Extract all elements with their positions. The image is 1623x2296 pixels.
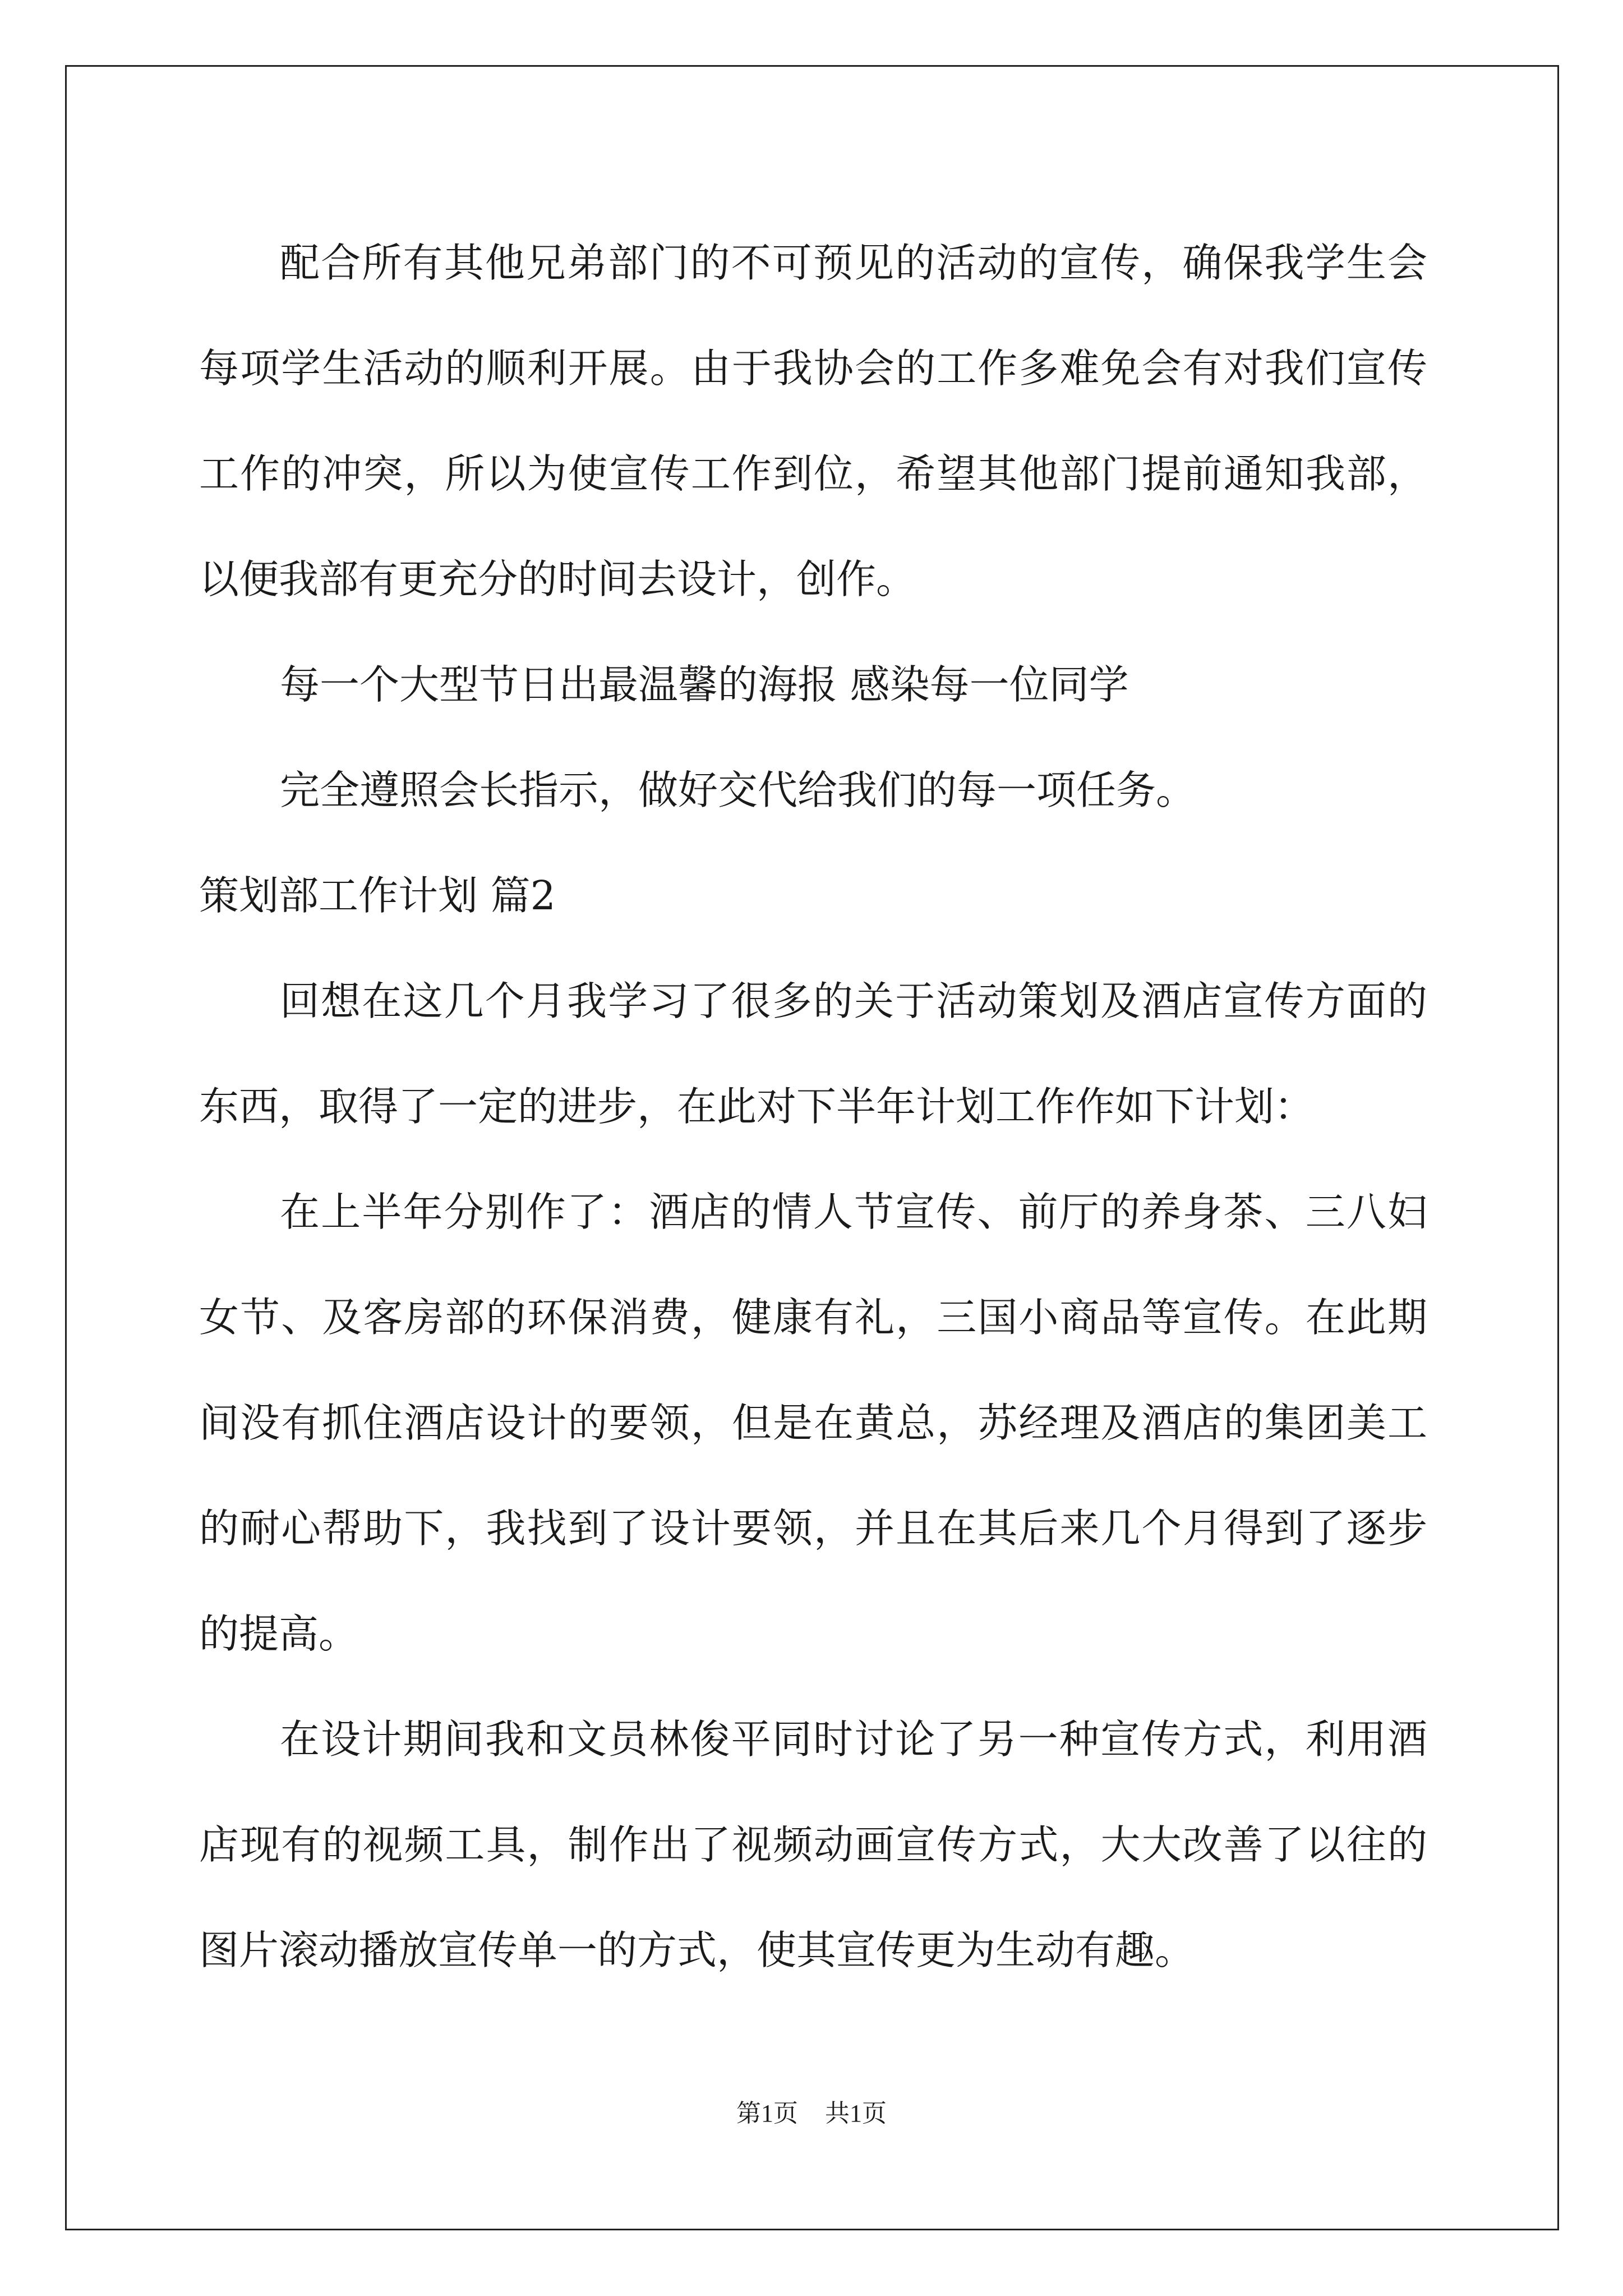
paragraph-video-publicity: 在设计期间我和文员林俊平同时讨论了另一种宣传方式，利用酒店现有的视频工具，制作出了视频动画宣传方式，大大改善了以往的图片滚动播放宣传单一的方式，使其宣传更为生动有趣。 — [199, 1716, 1427, 1973]
page-number-current: 第1页 — [736, 2100, 798, 2127]
page-footer — [0, 2097, 1623, 2131]
paragraph-follow-instructions: 完全遵照会长指示，做好交代给我们的每一项任务。 — [280, 767, 1196, 813]
paragraph-holiday-posters: 每一个大型节日出最温馨的海报 感染每一位同学 — [280, 661, 1129, 708]
page-number-total: 共1页 — [825, 2100, 887, 2127]
paragraph-publicity-cooperation: 配合所有其他兄弟部门的不可预见的活动的宣传，确保我学生会每项学生活动的顺利开展。由于我协会的工作多难免会有对我们宣传工作的冲突，所以为使宣传工作到位，希望其他部门提前通知我部，以便我部有更充分的时间去设计，创作。 — [199, 240, 1427, 602]
section-heading: 策划部工作计划 篇2 — [199, 872, 556, 919]
paragraph-review: 回想在这几个月我学习了很多的关于活动策划及酒店宣传方面的东西，取得了一定的进步，在此对下半年计划工作作如下计划： — [199, 978, 1427, 1130]
paragraph-first-half-work: 在上半年分别作了：酒店的情人节宣传、前厅的养身茶、三八妇女节、及客房部的环保消费，健康有礼，三国小商品等宣传。在此期间没有抓住酒店设计的要领，但是在黄总，苏经理及酒店的集团美工的耐心帮助下，我找到了设计要领，并且在其后来几个月得到了逐步的提高。 — [199, 1189, 1427, 1657]
document-body — [199, 210, 1427, 2003]
